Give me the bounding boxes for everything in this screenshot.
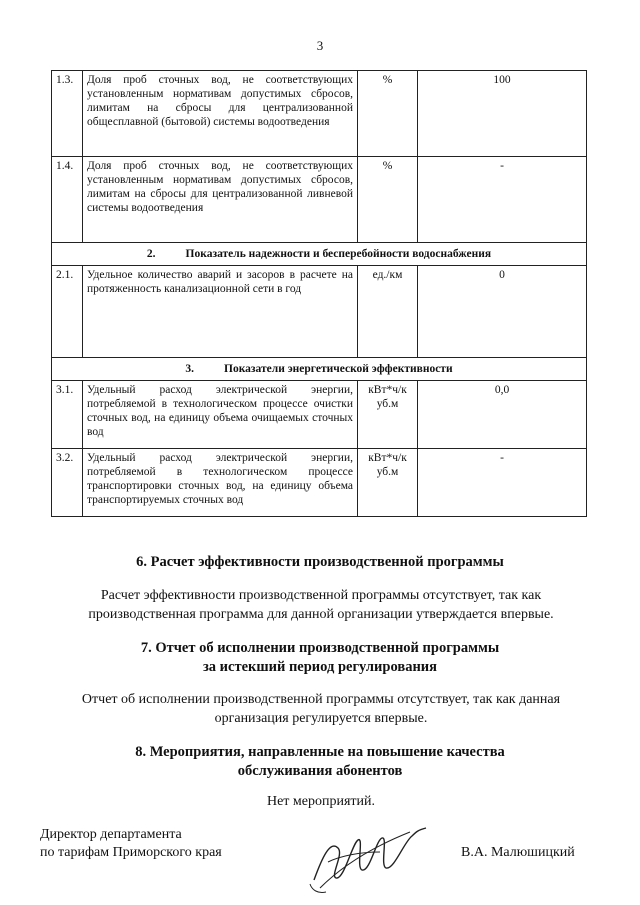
row-number: 3.2. xyxy=(52,449,83,517)
row-number: 1.4. xyxy=(52,157,83,243)
row-number: 3.1. xyxy=(52,381,83,449)
row-number: 1.3. xyxy=(52,71,83,157)
section-number: 2. xyxy=(146,248,156,260)
section-header-row xyxy=(52,243,587,266)
handwritten-signature xyxy=(300,818,430,898)
indicator-value: - xyxy=(418,157,587,243)
signature-position-line2: по тарифам Приморского края xyxy=(40,845,222,860)
signature-position-line1: Директор департамента xyxy=(40,827,182,842)
indicator-description: Доля проб сточных вод, не соответствующих установленным нормативам допустимых сбросов, лимитам на сбросы для централизованной ливневой системы водоотведения xyxy=(83,157,358,243)
indicator-description: Удельный расход электрической энергии, потребляемой в технологическом процессе транспортировки сточных вод, на единицу объема транспортируемых сточных вод xyxy=(83,449,358,517)
section-title: Показатель надежности и бесперебойности водоснабжения xyxy=(185,248,492,260)
signature-position xyxy=(40,826,222,862)
section-6-text: Расчет эффективности производственной программы отсутствует, так как производственная программа для данной организации утверждается впервые. xyxy=(88,588,554,622)
indicator-description: Удельный расход электрической энергии, потребляемой в технологическом процессе очистки сточных вод, на единицу объема очищаемых сточных вод xyxy=(83,381,358,449)
indicator-value: 0,0 xyxy=(418,381,587,449)
section-header-cell xyxy=(52,243,587,266)
indicator-description: Доля проб сточных вод, не соответствующих установленным нормативам допустимых сбросов, лимитам на сбросы для централизованной общесплавной (бытовой) системы водоотведения xyxy=(83,71,358,157)
unit-of-measure: кВт*ч/к уб.м xyxy=(358,381,418,449)
table-row xyxy=(52,266,587,358)
section-number: 3. xyxy=(185,363,195,375)
row-number: 2.1. xyxy=(52,266,83,358)
indicator-value: - xyxy=(418,449,587,517)
section-7-text: Отчет об исполнении производственной программы отсутствует, так как данная организация регулируется впервые. xyxy=(81,692,561,726)
page-number: 3 xyxy=(316,38,324,53)
table-row xyxy=(52,157,587,243)
section-header-row xyxy=(52,358,587,381)
indicator-value: 0 xyxy=(418,266,587,358)
table-row xyxy=(52,449,587,517)
unit-of-measure: % xyxy=(358,157,418,243)
indicators-table-body xyxy=(52,71,587,517)
indicator-value: 100 xyxy=(418,71,587,157)
table-row xyxy=(52,71,587,157)
section-8-text: Нет мероприятий. xyxy=(266,794,376,809)
section-8-title-line2: обслуживания абонентов xyxy=(237,763,403,779)
table-row xyxy=(52,381,587,449)
section-7-title-line2: за истекший период регулирования xyxy=(202,659,438,675)
signer-name: В.А. Малюшицкий xyxy=(461,845,575,860)
section-6-title: 6. Расчет эффективности производственной программы xyxy=(136,554,504,570)
section-8-title-line1: 8. Мероприятия, направленные на повышение качества xyxy=(135,744,505,760)
unit-of-measure: ед./км xyxy=(358,266,418,358)
indicator-description: Удельное количество аварий и засоров в расчете на протяженность канализационной сети в год xyxy=(83,266,358,358)
section-7-title-line1: 7. Отчет об исполнении производственной программы xyxy=(140,640,500,656)
section-header-cell xyxy=(52,358,587,381)
unit-of-measure: кВт*ч/к уб.м xyxy=(358,449,418,517)
unit-of-measure: % xyxy=(358,71,418,157)
section-title: Показатели энергетической эффективности xyxy=(224,363,453,375)
indicators-table xyxy=(51,70,587,517)
